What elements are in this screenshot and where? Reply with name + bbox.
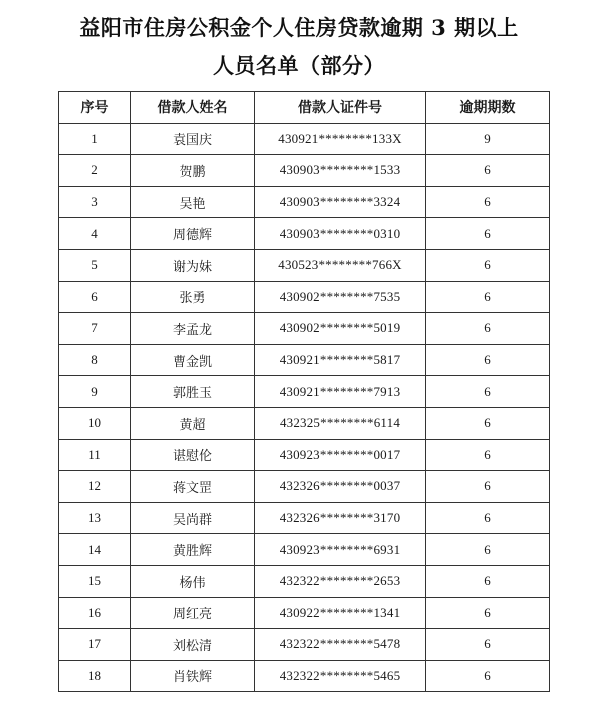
serial-number-cell: 13 (59, 502, 131, 534)
borrower-id-cell: 430921********133X (255, 123, 426, 155)
serial-number-cell: 11 (59, 439, 131, 471)
header-borrower-name: 借款人姓名 (131, 92, 255, 124)
borrower-id-cell: 430923********0017 (255, 439, 426, 471)
borrower-id-cell: 432325********6114 (255, 407, 426, 439)
table-row (59, 376, 550, 408)
borrower-name-cell: 曹金凯 (131, 344, 255, 376)
table-row (59, 123, 550, 155)
table-row (59, 439, 550, 471)
borrower-name-cell: 贺鹏 (131, 155, 255, 187)
overdue-periods-cell: 6 (426, 407, 550, 439)
table-header-row (59, 92, 550, 124)
overdue-periods-cell: 6 (426, 502, 550, 534)
header-serial-number: 序号 (59, 92, 131, 124)
borrower-name-cell: 肖铁辉 (131, 660, 255, 692)
overdue-periods-cell: 6 (426, 344, 550, 376)
borrower-name-cell: 谌慰伦 (131, 439, 255, 471)
borrower-id-cell: 432326********3170 (255, 502, 426, 534)
borrower-name-cell: 袁国庆 (131, 123, 255, 155)
borrower-name-cell: 黄胜辉 (131, 534, 255, 566)
overdue-periods-cell: 6 (426, 565, 550, 597)
table-row (59, 502, 550, 534)
serial-number-cell: 18 (59, 660, 131, 692)
overdue-periods-cell: 6 (426, 597, 550, 629)
borrower-id-cell: 432322********5478 (255, 629, 426, 661)
overdue-periods-cell: 6 (426, 313, 550, 345)
borrower-id-cell: 430903********3324 (255, 186, 426, 218)
borrower-name-cell: 周红亮 (131, 597, 255, 629)
table-body (59, 123, 550, 692)
borrower-id-cell: 430523********766X (255, 249, 426, 281)
overdue-periods-cell: 6 (426, 218, 550, 250)
borrower-id-cell: 432326********0037 (255, 471, 426, 503)
overdue-periods-cell: 6 (426, 155, 550, 187)
borrower-name-cell: 蒋文罡 (131, 471, 255, 503)
header-overdue-periods: 逾期期数 (426, 92, 550, 124)
borrower-name-cell: 郭胜玉 (131, 376, 255, 408)
borrower-name-cell: 吴艳 (131, 186, 255, 218)
table-row (59, 629, 550, 661)
borrower-id-cell: 430923********6931 (255, 534, 426, 566)
overdue-periods-cell: 6 (426, 534, 550, 566)
table-row (59, 565, 550, 597)
table-row (59, 313, 550, 345)
borrower-id-cell: 430903********1533 (255, 155, 426, 187)
serial-number-cell: 5 (59, 249, 131, 281)
serial-number-cell: 17 (59, 629, 131, 661)
document-title-line-2: 人员名单（部分） (213, 53, 385, 78)
serial-number-cell: 12 (59, 471, 131, 503)
overdue-periods-cell: 6 (426, 249, 550, 281)
table-row (59, 534, 550, 566)
borrower-name-cell: 黄超 (131, 407, 255, 439)
overdue-borrowers-table (58, 91, 550, 692)
overdue-periods-cell: 6 (426, 629, 550, 661)
header-borrower-id: 借款人证件号 (255, 92, 426, 124)
overdue-periods-cell: 9 (426, 123, 550, 155)
borrower-id-cell: 430902********7535 (255, 281, 426, 313)
serial-number-cell: 6 (59, 281, 131, 313)
table-row (59, 218, 550, 250)
serial-number-cell: 2 (59, 155, 131, 187)
serial-number-cell: 10 (59, 407, 131, 439)
borrower-name-cell: 张勇 (131, 281, 255, 313)
borrower-id-cell: 432322********5465 (255, 660, 426, 692)
overdue-periods-cell: 6 (426, 281, 550, 313)
table-row (59, 249, 550, 281)
serial-number-cell: 1 (59, 123, 131, 155)
serial-number-cell: 16 (59, 597, 131, 629)
table-row (59, 471, 550, 503)
borrower-name-cell: 杨伟 (131, 565, 255, 597)
serial-number-cell: 8 (59, 344, 131, 376)
serial-number-cell: 7 (59, 313, 131, 345)
table-row (59, 281, 550, 313)
table-row (59, 407, 550, 439)
table-row (59, 597, 550, 629)
borrower-id-cell: 430902********5019 (255, 313, 426, 345)
serial-number-cell: 14 (59, 534, 131, 566)
table-row (59, 155, 550, 187)
borrower-id-cell: 432322********2653 (255, 565, 426, 597)
borrower-name-cell: 刘松清 (131, 629, 255, 661)
borrower-id-cell: 430921********5817 (255, 344, 426, 376)
borrower-name-cell: 谢为妹 (131, 249, 255, 281)
borrower-name-cell: 李孟龙 (131, 313, 255, 345)
table-row (59, 186, 550, 218)
serial-number-cell: 3 (59, 186, 131, 218)
borrower-name-cell: 吴尚群 (131, 502, 255, 534)
table-row (59, 660, 550, 692)
serial-number-cell: 15 (59, 565, 131, 597)
serial-number-cell: 4 (59, 218, 131, 250)
borrower-id-cell: 430922********1341 (255, 597, 426, 629)
overdue-periods-cell: 6 (426, 439, 550, 471)
borrower-id-cell: 430921********7913 (255, 376, 426, 408)
overdue-periods-cell: 6 (426, 376, 550, 408)
document-title-line-1: 益阳市住房公积金个人住房贷款逾期 3 期以上 (79, 15, 519, 40)
overdue-periods-cell: 6 (426, 660, 550, 692)
table-row (59, 344, 550, 376)
overdue-periods-cell: 6 (426, 471, 550, 503)
overdue-periods-cell: 6 (426, 186, 550, 218)
serial-number-cell: 9 (59, 376, 131, 408)
borrower-id-cell: 430903********0310 (255, 218, 426, 250)
borrower-name-cell: 周德辉 (131, 218, 255, 250)
